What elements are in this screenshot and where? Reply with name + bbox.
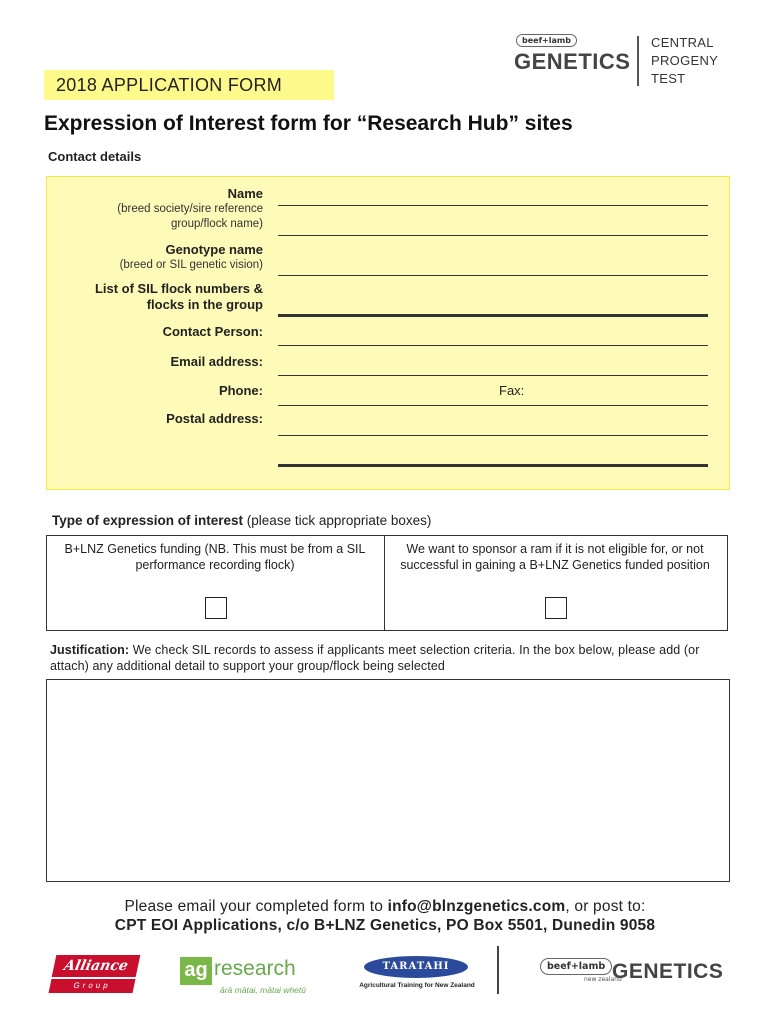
application-form-badge: 2018 APPLICATION FORM: [44, 70, 334, 100]
sponsor-divider: [497, 946, 499, 994]
fax-label: Fax:: [499, 383, 525, 398]
options-divider: [384, 536, 385, 630]
program-name: CENTRAL PROGENY TEST: [651, 35, 719, 86]
postal-line-2[interactable]: [278, 464, 708, 467]
interest-options-box: [46, 535, 728, 631]
name-line-2[interactable]: [278, 235, 708, 236]
contact-details-box: [46, 176, 730, 490]
alliance-group-logo: Alliance Group: [50, 953, 140, 995]
genotype-label: Genotype name (breed or SIL genetic vision): [119, 242, 263, 271]
contact-person-line[interactable]: [278, 345, 708, 346]
option-sponsor-text: We want to sponsor a ram if it is not eligible for, or not successful in gaining a B+LNZ Genetics funded position: [400, 542, 710, 572]
email-label: Email address:: [170, 354, 263, 369]
agresearch-logo: ag research ārā mātai, mātai whetū: [180, 955, 340, 997]
footer-email-line: Please email your completed form to info@blnzgenetics.com, or post to:: [124, 898, 646, 915]
phone-label: Phone:: [218, 383, 263, 398]
justification-text: Justification: We check SIL records to assess if applicants meet selection criteria. In the box below, please add (or attach) any additional detail to support your group/flock being selected: [50, 643, 700, 673]
postal-line-1[interactable]: [278, 435, 708, 436]
blnz-genetics-logo: beef+lamb new zealand GENETICS: [536, 951, 726, 995]
phone-fax-line[interactable]: [278, 405, 708, 406]
genotype-line[interactable]: [278, 275, 708, 276]
option-funding-checkbox[interactable]: [205, 597, 227, 619]
option-sponsor-checkbox[interactable]: [545, 597, 567, 619]
flock-list-label: List of SIL flock numbers & flocks in the group: [94, 281, 263, 312]
name-line-1[interactable]: [278, 205, 708, 206]
email-line[interactable]: [278, 375, 708, 376]
option-funding-text: B+LNZ Genetics funding (NB. This must be from a SIL performance recording flock): [64, 542, 366, 572]
page-title: Expression of Interest form for “Research Hub” sites: [44, 112, 573, 135]
flock-list-line[interactable]: [278, 314, 708, 317]
justification-input-box[interactable]: [46, 679, 730, 882]
name-label: Name (breed society/sire reference group/flock name): [117, 186, 263, 230]
footer-email-link[interactable]: info@blnzgenetics.com: [387, 898, 566, 915]
beef-lamb-badge: beef+lamb: [516, 34, 577, 47]
contact-person-label: Contact Person:: [162, 324, 263, 339]
postal-label: Postal address:: [166, 411, 263, 426]
logo-divider: [637, 36, 639, 86]
contact-details-heading: Contact details: [48, 149, 142, 164]
footer-postal-address: CPT EOI Applications, c/o B+LNZ Genetics, PO Box 5501, Dunedin 9058: [114, 917, 656, 934]
genetics-wordmark: GENETICS: [514, 49, 631, 74]
taratahi-logo: TARATAHI Agricultural Training for New Zealand: [358, 956, 476, 996]
genetics-cpt-logo: [510, 30, 730, 90]
interest-heading: Type of expression of interest (please tick appropriate boxes): [52, 513, 432, 528]
